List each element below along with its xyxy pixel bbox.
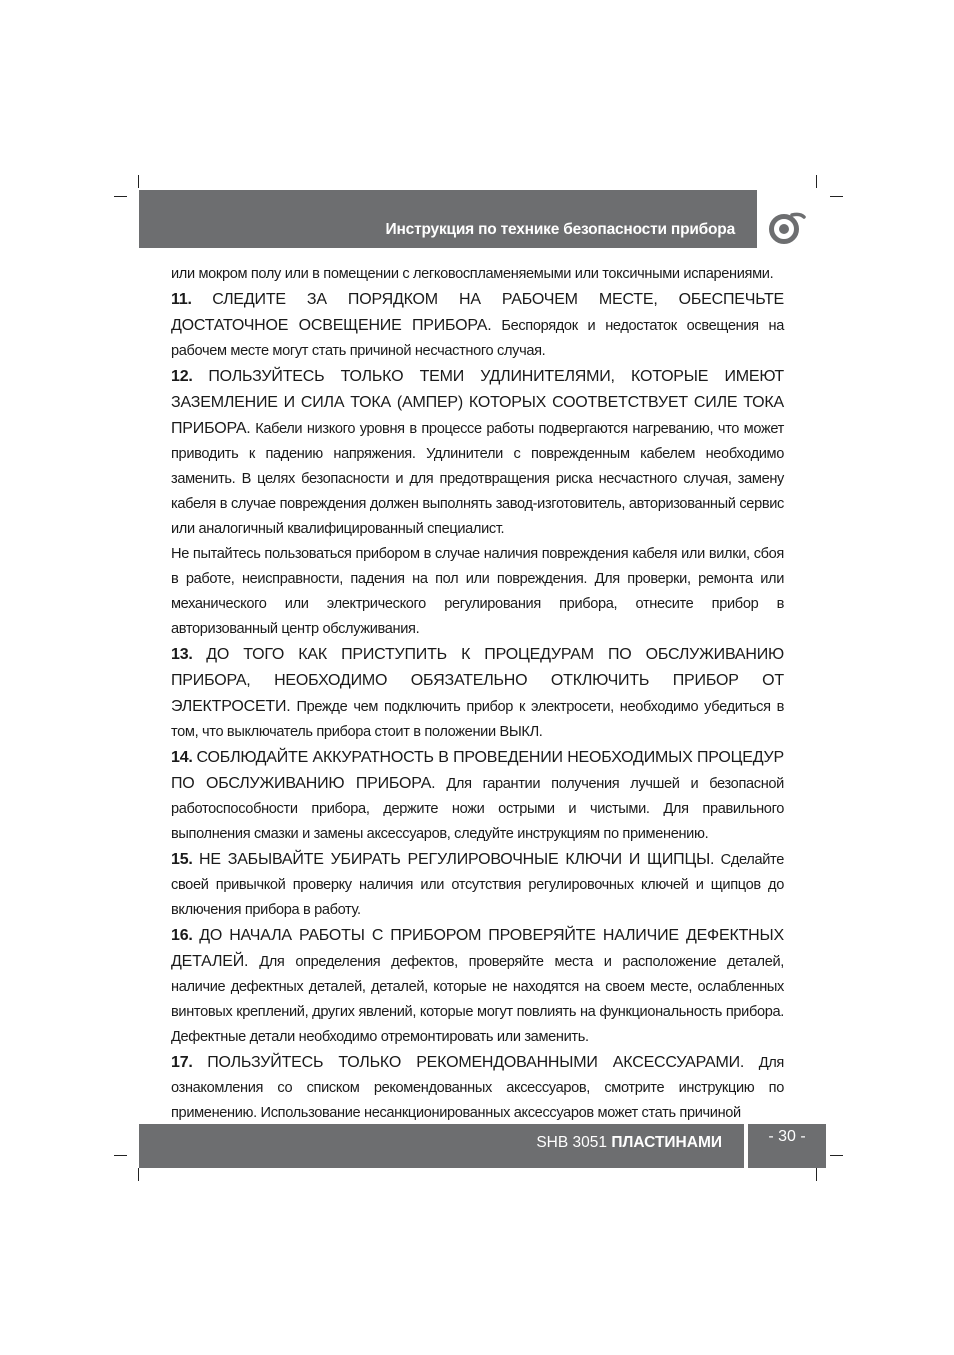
crop-mark — [816, 175, 817, 188]
product-name: ПЛАСТИНАМИ — [611, 1134, 722, 1151]
item-text: Для определения дефектов, проверяйте места и расположение деталей, наличие дефектных деталей, деталей, которые не находятся на своем месте, ослабленных винтовых креплений, других явлений, которые могут повлиять на функциональность прибора. Дефектные детали необходимо отремонтировать или заменить. — [171, 954, 784, 1045]
item-number: 16. — [171, 927, 193, 944]
safety-instructions-body — [171, 262, 784, 1126]
crop-mark — [830, 1155, 843, 1156]
item-number: 12. — [171, 368, 193, 385]
item-heading: НЕ ЗАБЫВАЙТЕ УБИРАТЬ РЕГУЛИРОВОЧНЫЕ КЛЮЧИ И ЩИПЦЫ. — [199, 851, 715, 868]
paragraph — [171, 542, 784, 642]
instruction-11 — [171, 287, 784, 364]
instruction-16 — [171, 923, 784, 1050]
crop-mark — [114, 196, 127, 197]
item-number: 13. — [171, 646, 193, 663]
footer-banner — [139, 1124, 744, 1168]
instruction-15 — [171, 847, 784, 923]
instruction-17 — [171, 1050, 784, 1126]
page-number-box — [748, 1124, 826, 1168]
footer-title — [536, 1134, 722, 1152]
brand-logo-icon — [766, 211, 806, 247]
item-heading: ПОЛЬЗУЙТЕСЬ ТОЛЬКО ТЕМИ УДЛИНИТЕЛЯМИ, КОТОРЫЕ ИМЕЮТ ЗАЗЕМЛЕНИЕ И СИЛА ТОКА (АМПЕР) КОТОРЫХ СООТВЕТСТВУЕТ СИЛЕ ТОКА ПРИБОРА. — [171, 368, 784, 437]
item-heading: ПОЛЬЗУЙТЕСЬ ТОЛЬКО РЕКОМЕНДОВАННЫМИ АКСЕССУАРАМИ. — [207, 1054, 745, 1071]
page-number: - 30 - — [768, 1128, 806, 1145]
item-number: 17. — [171, 1054, 193, 1071]
crop-mark — [114, 1155, 127, 1156]
item-text: Сделайте своей привычкой проверку наличия или отсутствия регулировочных ключей и щипцов до включения прибора в работу. — [171, 852, 784, 918]
item-text: Кабели низкого уровня в процессе работы подвергаются нагреванию, что может приводить к падению напряжения. Удлинители с поврежденным кабелем необходимо заменить. В целях безопасности и для предотвращения риска несчастного случая, замену кабеля в случае повреждения должен выполнять завод-изготовитель, авторизованный сервис или аналогичный квалифицированный специалист. — [171, 421, 784, 537]
paragraph-text: Не пытайтесь пользоваться прибором в случае наличия повреждения кабеля или вилки, сбоя в работе, неисправности, падения на пол или повреждения. Для проверки, ремонта или механического или электрического регулирования прибора, отнесите прибор в авторизованный центр обслуживания. — [171, 546, 784, 637]
crop-mark — [830, 196, 843, 197]
item-heading: СОБЛЮДАЙТЕ АККУРАТНОСТЬ В ПРОВЕДЕНИИ НЕОБХОДИМЫХ ПРОЦЕДУР ПО ОБСЛУЖИВАНИЮ ПРИБОРА. — [171, 749, 784, 792]
item-text: Прежде чем подключить прибор к электросети, необходимо убедиться в том, что выключатель прибора стоит в положении ВЫКЛ. — [171, 699, 784, 740]
crop-mark — [138, 175, 139, 188]
header-title: Инструкция по технике безопасности прибора — [385, 221, 735, 238]
crop-mark — [138, 1168, 139, 1181]
item-number: 11. — [171, 291, 192, 308]
instruction-14 — [171, 745, 784, 847]
item-text: Для ознакомления со списком рекомендованных аксессуаров, смотрите инструкцию по применению. Использование несанкционированных аксессуаров может стать причиной — [171, 1055, 784, 1121]
item-number: 14. — [171, 749, 193, 766]
header-banner — [139, 190, 757, 248]
model-number: SHB 3051 — [536, 1134, 607, 1151]
item-number: 15. — [171, 851, 193, 868]
item-heading: ДО ТОГО КАК ПРИСТУПИТЬ К ПРОЦЕДУРАМ ПО ОБСЛУЖИВАНИЮ ПРИБОРА, НЕОБХОДИМО ОБЯЗАТЕЛЬНО ОТКЛЮЧИТЬ ПРИБОР ОТ ЭЛЕКТРОСЕТИ. — [171, 646, 784, 715]
item-heading: ДО НАЧАЛА РАБОТЫ С ПРИБОРОМ ПРОВЕРЯЙТЕ НАЛИЧИЕ ДЕФЕКТНЫХ ДЕТАЛЕЙ. — [171, 927, 784, 970]
paragraph — [171, 262, 784, 287]
item-text: Беспорядок и недостаток освещения на рабочем месте могут стать причиной несчастного случая. — [171, 318, 784, 359]
item-heading: СЛЕДИТЕ ЗА ПОРЯДКОМ НА РАБОЧЕМ МЕСТЕ, ОБЕСПЕЧЬТЕ ДОСТАТОЧНОЕ ОСВЕЩЕНИЕ ПРИБОРА. — [171, 291, 784, 334]
crop-mark — [816, 1168, 817, 1181]
item-text: Для гарантии получения лучшей и безопасной работоспособности прибора, держите ножи острыми и чистыми. Для правильного выполнения смазки и замены аксессуаров, следуйте инструкциям по применению. — [171, 776, 784, 842]
instruction-12 — [171, 364, 784, 542]
paragraph-text: или мокром полу или в помещении с легковоспламеняемыми или токсичными испарениями. — [171, 266, 774, 282]
instruction-13 — [171, 642, 784, 745]
